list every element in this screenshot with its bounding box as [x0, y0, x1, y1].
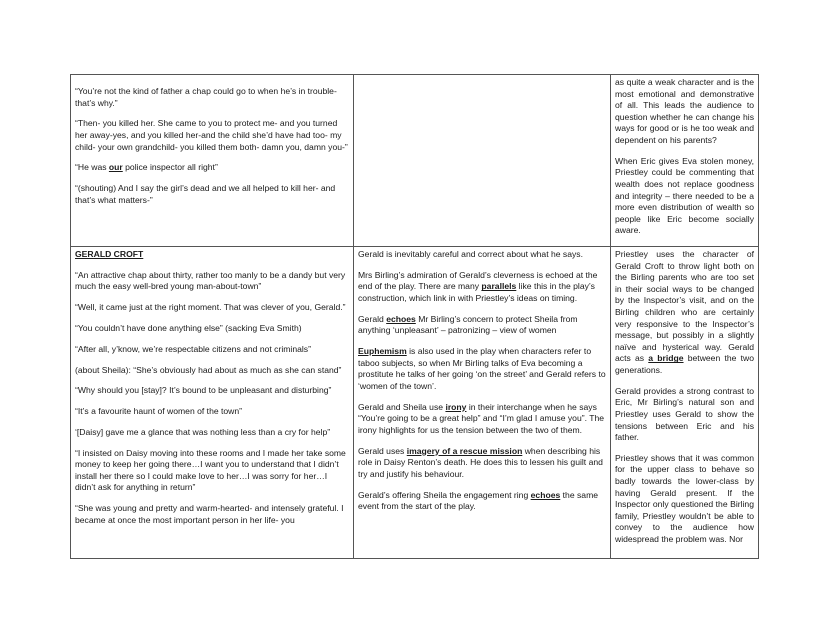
analysis-paragraph [358, 446, 606, 481]
analysis-text: Gerald’s offering Sheila the engagement ring [358, 489, 531, 500]
table-row-eric-continued [71, 75, 759, 247]
analysis-text: Gerald and Sheila use [358, 401, 446, 412]
quote: “An attractive chap about thirty, rather too manly to be a dandy but very much the easy well-bred young man-about-town” [75, 269, 346, 292]
emphasis: echoes [530, 489, 561, 500]
analysis-text: Mr Birling’s concern to protect Sheila from anything ‘unpleasant’ – patronizing – view of women [358, 313, 578, 336]
context-paragraph: When Eric gives Eva stolen money, Priestley could be commenting that wealth does not replace goodness and integrity – there needed to be a more even distribution of wealth so people like Eric become socially aware. [615, 155, 754, 236]
quote: “You couldn’t have done anything else” (sacking Eva Smith) [75, 322, 302, 333]
section-heading: GERALD CROFT [75, 249, 144, 259]
context-paragraph [615, 249, 754, 377]
analysis-cell-eric [354, 75, 611, 247]
context-text: between the two generations. [615, 353, 754, 375]
quote [75, 162, 349, 174]
quote: “Then- you killed her. She came to you to protect me- and you turned her away-yes, and you killed her-and the child she’d have had too- my child- your own grandchild- you killed them both- damn you, damn you-” [75, 118, 348, 152]
quote: “Why should you [stay]? It’s bound to be unpleasant and disturbing” [75, 385, 332, 396]
analysis-text: like this in the play’s construction, which link in with Priestley’s ideas on timing. [358, 281, 595, 303]
analysis-text: Gerald [358, 313, 387, 324]
analysis-text: Gerald uses [358, 445, 407, 456]
quote: “After all, y’know, we’re respectable citizens and not criminals” [75, 343, 311, 354]
emphasis: imagery of a rescue mission [406, 445, 523, 456]
analysis-paragraph [358, 402, 606, 437]
analysis-text: in their interchange when he says “You’re going to be a great help” and “I’m glad I amuse you”. The irony highlights for us the tension between the two of them. [358, 401, 605, 435]
analysis-paragraph [358, 346, 606, 392]
analysis-paragraph [358, 490, 606, 513]
context-cell-gerald [611, 247, 759, 559]
analysis-paragraph [358, 314, 606, 337]
context-paragraph: Priestley shows that it was common for the upper class to behave so badly towards the lower-class by having Gerald present. If the Inspector only questioned the Birling family, Priestley wouldn’t be able to convey to the audience how widespread the problem was. Nor [615, 452, 754, 545]
quote-text: “He was [75, 162, 109, 173]
context-text: Priestley uses the character of Gerald Croft to throw light both on the Birling parents who are too set in their social ways to be changed by the Inspector’s visit, and on the Birling children who are certainly very responsive to the Inspector’s message, but possibly in a slightly naïve and hysterical way. Gerald acts as [615, 249, 754, 364]
quote: (about Sheila): “She’s obviously had about as much as she can stand” [75, 364, 342, 375]
emphasis: parallels [481, 281, 517, 292]
table-row-gerald [71, 247, 759, 559]
emphasis: a bridge [648, 353, 684, 364]
context-paragraph: as quite a weak character and is the most emotional and demonstrative of all. This leads the audience to question whether he can change his ways for good or is he too weak and dependent on his parents? [615, 77, 754, 145]
quote: “Well, it came just at the right moment. That was clever of you, Gerald.” [75, 302, 346, 313]
context-paragraph: Gerald provides a strong contrast to Eric, Mr Birling’s natural son and Priestley uses Gerald to show the tensions between Eric and his father. [615, 385, 754, 443]
quotes-cell-eric [71, 75, 354, 247]
quote: “It’s a favourite haunt of women of the town” [75, 406, 243, 417]
analysis-text: when describing his role in Daisy Renton’s death. He does this to lessen his guilt and try and justify his behaviour. [358, 445, 603, 479]
notes-table [70, 74, 759, 559]
context-cell-eric [611, 75, 759, 247]
emphasis: Euphemism [358, 346, 407, 357]
quote-text: police inspector all right” [122, 162, 218, 173]
emphasis: echoes [386, 313, 416, 324]
quote: “(shouting) And I say the girl’s dead and we all helped to kill her- and that’s what matters-” [75, 183, 336, 205]
quote: “She was young and pretty and warm-hearted- and intensely grateful. I became at once the most important person in her life- you [75, 503, 344, 525]
emphasis: irony [445, 401, 467, 412]
quotes-cell-gerald [71, 247, 354, 559]
analysis-text: the same event from the start of the play. [358, 489, 599, 512]
quote: “You’re not the kind of father a chap could go to when he’s in trouble- that’s why.” [75, 86, 337, 108]
analysis-text: Mrs Birling’s admiration of Gerald’s cleverness is echoed at the end of the play. There are many [358, 269, 598, 292]
analysis-paragraph: Gerald is inevitably careful and correct about what he says. [358, 249, 583, 259]
analysis-cell-gerald [354, 247, 611, 559]
quote: “I insisted on Daisy moving into these rooms and I made her take some money to keep her going there…I want you to understand that I didn’t install her there so I could make love to her…I was sorry for her…I didn’t ask for anything in return” [75, 447, 346, 493]
quote: ‘[Daisy] gave me a glance that was nothing less than a cry for help” [75, 426, 331, 437]
emphasis: our [108, 162, 123, 173]
analysis-text: is also used in the play when characters refer to taboo subjects, so when Mr Birling talks of Eva becoming a prostitute he talks of her going ‘on the street’ and Gerald refers to ‘women of the town’. [358, 346, 606, 391]
analysis-paragraph [358, 270, 606, 305]
